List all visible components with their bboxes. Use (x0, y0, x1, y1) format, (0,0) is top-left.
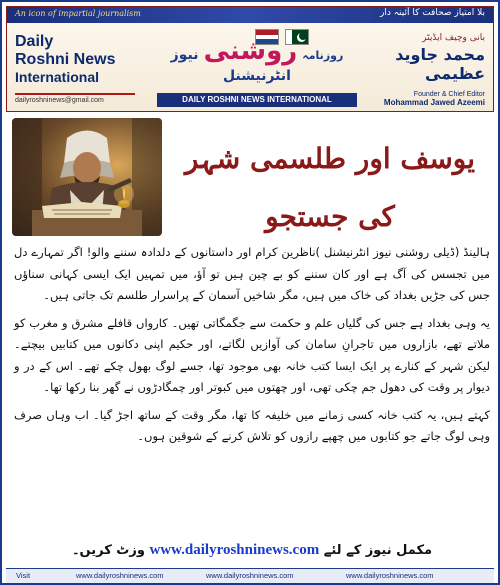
editor-name-urdu: محمد جاوید عظیمی (395, 45, 485, 83)
logo-divider (15, 93, 135, 95)
contact-email: dailyroshninews@gmail.com (15, 97, 104, 104)
read-more-line (10, 542, 494, 564)
read-more-link[interactable]: www.dailyroshninews.com (149, 542, 320, 558)
article-paragraph: ہالینڈ (ڈیلی روشنی نیوز انٹرنیشنل )ناظرین کرام اور داستانوں کے دلدادہ سننے والو! اگر تمہارے دل میں تجسس کی آگ ہے اور کان سننے کو بے چین ہیں تو آؤ، میں تمہیں ایک ایسی کہانی سناؤں جس کی جڑیں بغداد کی خاک میں ہیں، مگر شاخیں آسمان کے پراسرار طلسم تک جاتی ہیں۔ (14, 245, 490, 302)
bottom-strip (6, 568, 494, 583)
english-motto: An icon of impartial journalism (15, 9, 141, 18)
logo-line-2: Roshni News (15, 51, 116, 68)
article-paragraph: کہتے ہیں، یہ کتب خانہ کسی زمانے میں خلیفہ کا تھا، مگر وقت کے ساتھ اجڑ گیا۔ اب وہاں صرف وہی لوگ جاتے جو کتابوں میں چھپے رازوں کو تلاش کرنے کے شوقین ہوں۔ (14, 407, 490, 443)
editor-role-urdu: بانی وچیف ایڈیٹر (422, 33, 485, 43)
bottom-site-link-2[interactable]: www.dailyroshninews.com (206, 571, 294, 580)
urdu-logo (157, 37, 357, 87)
article-body (10, 242, 494, 454)
bottom-site-link[interactable]: www.dailyroshninews.com (76, 571, 164, 580)
article-title: یوسف اور طلسمی شہر کی جستجو (184, 142, 476, 233)
editor-role-english: Founder & Chief Editor (413, 91, 485, 98)
urdu-logo-main: روشنی (203, 36, 298, 66)
story-illustration (12, 118, 162, 236)
editor-block (365, 33, 485, 107)
masthead-top-band (7, 7, 493, 23)
english-logo (15, 33, 127, 91)
urdu-logo-top: روزنامہ (302, 49, 344, 62)
logo-line-1: Daily (15, 33, 54, 50)
editor-name-english: Mohammad Jawed Azeemi (383, 98, 485, 107)
scholar-with-lamp-image (12, 118, 162, 236)
visit-label: Visit (16, 571, 31, 580)
masthead (6, 6, 494, 112)
logo-subtitle: DAILY ROSHNI NEWS INTERNATIONAL (157, 93, 357, 107)
logo-line-3: International (15, 69, 100, 85)
urdu-logo-side: نیوز انٹرنیشنل (170, 47, 291, 84)
article-paragraph: یہ وہی بغداد ہے جس کی گلیاں علم و حکمت سے جگمگاتی تھیں۔ کارواں قافلے مشرق و مغرب کو ملاتے تھے، بازاروں میں تاجرانِ سامان کی آوازیں لگاتے، اور حکیم اپنی دکانوں میں کتابیں بیچتے۔ لیکن شہر کے کنارے پر ایک ایسا کتب خانہ بھی موجود تھا، جسے لوگ بھول چکے تھے۔ اس کے در و دیوار پر وقت کی دھول جم چکی تھی، اور چھتوں میں کبوتر اور چمگادڑوں نے گھر بنا رکھا تھا۔ (14, 315, 490, 394)
urdu-motto: بلا امتیاز صحافت کا آئینہ دار (380, 8, 485, 18)
read-more-prefix: مکمل نیوز کے لئے (323, 543, 433, 558)
read-more-suffix: وزٹ کریں۔ (71, 543, 145, 558)
bottom-site-link-3[interactable]: www.dailyroshninews.com (346, 571, 434, 580)
